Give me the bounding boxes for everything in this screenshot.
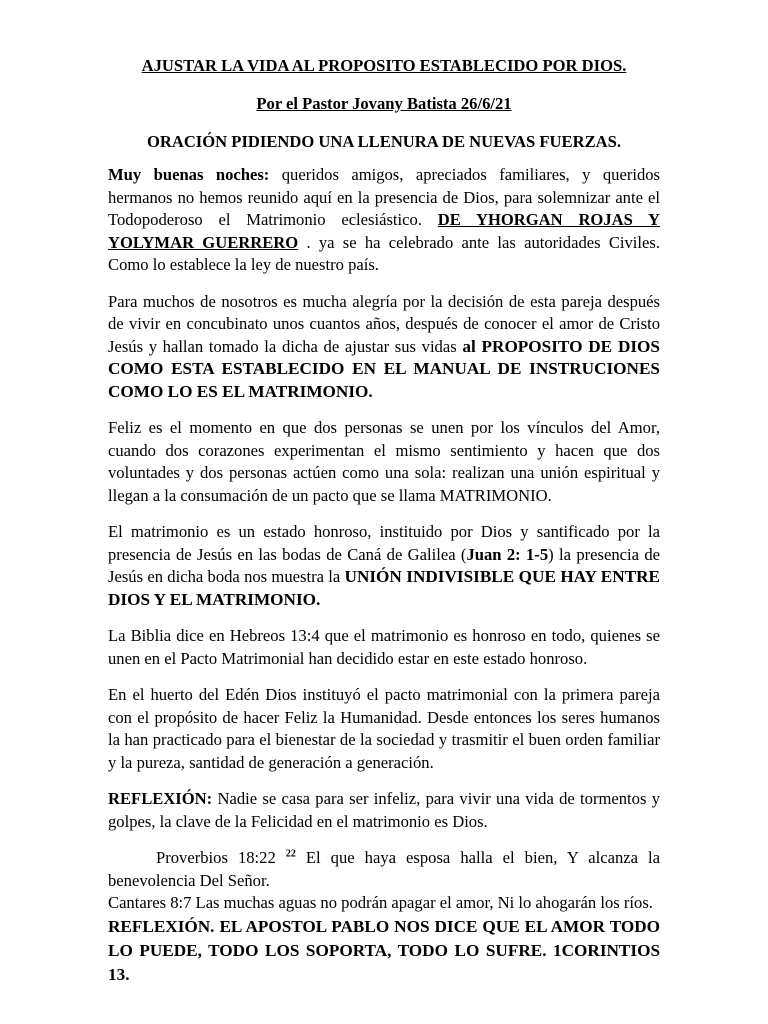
paragraph-decision: [108, 291, 660, 404]
couple-names: DE YHORGAN ROJAS Y YOLYMAR GUERRERO: [108, 210, 661, 252]
emphasis-text: al PROPOSITO DE DIOS COMO ESTA ESTABLECIDO EN EL MANUAL DE INSTRUCIONES COMO LO ES EL MATRIMONIO.: [108, 336, 660, 401]
verse-number: 22: [285, 848, 296, 860]
paragraph-text: El matrimonio es un estado honroso, instituido por Dios y santificado por la presencia de Jesús en las bodas de Caná de Galilea (: [108, 522, 660, 564]
verse-text: El que haya esposa halla el bien, Y alcanza la benevolencia Del Señor.: [108, 848, 661, 890]
paragraph-honor: [108, 521, 660, 611]
paragraph-text: Para muchos de nosotros es mucha alegría por la decisión de esta pareja después de vivir en concubinato unos cuantos años, después de conocer el amor de Cristo Jesús y hallan tomado la dicha de ajustar sus vidas: [108, 291, 660, 356]
paragraph-text: Nadie se casa para ser infeliz, para vivir una vida de tormentos y golpes, la clave de la Felicidad en el matrimonio es Dios.: [108, 789, 660, 831]
paragraph-union: Feliz es el momento en que dos personas se unen por los vínculos del Amor, cuando dos corazones experimentan el mismo sentimiento y hacen que dos voluntades y dos personas actúen como una sola: realizan una unión espiritual y llegan a la consumación de un pacto que se llama MATRIMONIO.: [108, 418, 660, 505]
document-title: AJUSTAR LA VIDA AL PROPOSITO ESTABLECIDO POR DIOS.: [141, 56, 627, 75]
reflection-label: REFLEXIÓN:: [108, 789, 213, 808]
prayer-heading: ORACIÓN PIDIENDO UNA LLENURA DE NUEVAS FUERZAS.: [146, 132, 622, 151]
closing-reflection: REFLEXIÓN. EL APOSTOL PABLO NOS DICE QUE EL AMOR TODO LO PUEDE, TODO LOS SOPORTA, TODO LO SUFRE. 1CORINTIOS 13.: [108, 916, 660, 984]
verse-cantares: Cantares 8:7 Las muchas aguas no podrán apagar el amor, Ni lo ahogarán los ríos.: [108, 893, 653, 912]
verse-reference: Proverbios 18:22: [156, 848, 286, 867]
greeting: Muy buenas noches:: [108, 165, 270, 184]
paragraph-reflection: [108, 788, 660, 833]
paragraph-text: queridos amigos, apreciados familiares, y queridos hermanos no hemos reunido aquí en la presencia de Dios, para solemnizar ante el Todopoderoso el Matrimonio eclesiástico.: [108, 165, 661, 229]
paragraph-text: . ya se ha celebrado ante las autoridades Civiles. Como lo establece la ley de nuestro país.: [108, 232, 660, 274]
verse-proverbs: [108, 847, 660, 892]
paragraph-greeting: [108, 164, 660, 277]
emphasis-text: UNIÓN INDIVISIBLE QUE HAY ENTRE DIOS Y EL MATRIMONIO.: [108, 567, 660, 609]
bible-reference: Juan 2: 1-5: [466, 544, 549, 564]
author-line: Por el Pastor Jovany Batista 26/6/21: [256, 94, 512, 113]
paragraph-hebrews: La Biblia dice en Hebreos 13:4 que el matrimonio es honroso en todo, quienes se unen en el Pacto Matrimonial han decidido estar en este estado honroso.: [108, 626, 660, 668]
paragraph-text: ) la presencia de Jesús en dicha boda nos muestra la: [108, 544, 660, 586]
paragraph-eden: En el huerto del Edén Dios instituyó el pacto matrimonial con la primera pareja con el propósito de hacer Feliz la Humanidad. Desde entonces los seres humanos la han practicado para el bienestar de la sociedad y trasmitir el buen orden familiar y la pureza, santidad de generación a generación.: [108, 685, 660, 772]
